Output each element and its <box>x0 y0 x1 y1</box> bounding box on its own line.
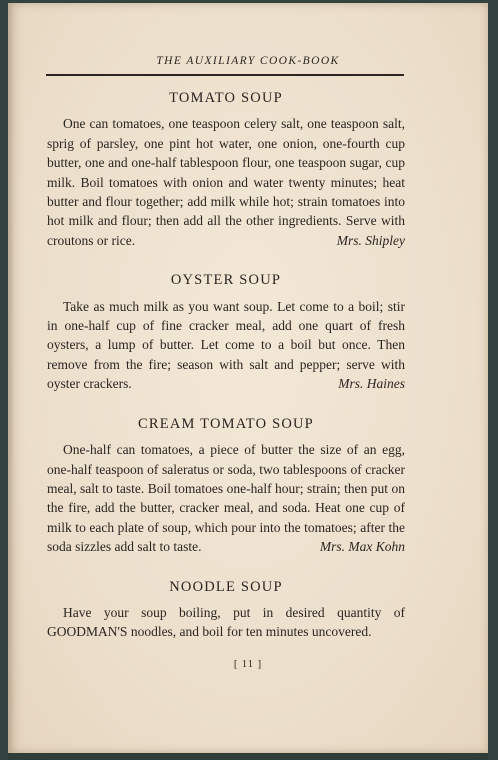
book-page <box>8 3 488 753</box>
recipe-body <box>47 440 405 556</box>
recipe-text: One-half can tomatoes, a piece of butter the size of an egg, one-half teaspoon of saleratus or soda, two tablespoons of cracker meal, salt to taste. Boil tomatoes one-half hour; strain; then put on the fire, add the butter, cracker meal, and soda. Heat one cup of milk to each plate of soup, which pour into the tomatoes; after the soda sizzles add salt to taste. <box>47 442 405 555</box>
recipe-oyster-soup <box>47 271 405 393</box>
cover-bottom-edge <box>8 753 488 760</box>
page-text <box>47 89 405 663</box>
recipe-text: One can tomatoes, one teaspoon celery salt, one teaspoon salt, sprig of parsley, one pint hot water, one onion, one-fourth cup butter, one and one-half tablespoon flour, one teaspoon sugar, cup milk. Boil tomatoes with onion and water twenty minutes; heat butter and flour together; add milk while hot; strain tomatoes into hot milk and flour; then add all the other ingredients. Serve with croutons or rice. <box>47 116 405 248</box>
recipe-body <box>47 297 405 394</box>
recipe-attribution: Mrs. Max Kohn <box>319 539 405 555</box>
recipe-title: TOMATO SOUP <box>169 90 283 106</box>
recipe-title: OYSTER SOUP <box>170 272 282 289</box>
header-rule <box>46 74 404 76</box>
recipe-text: Have your soup boiling, put in desired quantity of GOODMAN'S noodles, and boil for ten minutes uncovered. <box>47 604 405 640</box>
recipe-attribution: Mrs. Shipley <box>336 232 405 248</box>
recipe-text: Take as much milk as you want soup. Let come to a boil; stir in one-half cup of fine cracker meal, add one quart of fresh oysters, a lump of butter. Let come to a boil but once. Then remove from the fire; season with salt and pepper; serve with oyster crackers. <box>47 298 405 392</box>
page-gutter-shadow <box>8 3 14 753</box>
recipe-title: CREAM TOMATO SOUP <box>138 415 314 432</box>
page-number: [ 11 ] <box>233 659 263 670</box>
recipe-cream-tomato-soup <box>47 415 405 557</box>
recipe-body <box>47 114 405 250</box>
running-head: THE AUXILIARY COOK-BOOK <box>156 55 340 67</box>
recipe-title: NOODLE SOUP <box>169 578 283 595</box>
recipe-noodle-soup <box>47 578 405 642</box>
recipe-attribution: Mrs. Haines <box>338 376 405 392</box>
recipe-body <box>47 603 405 642</box>
recipe-tomato-soup <box>47 89 405 250</box>
